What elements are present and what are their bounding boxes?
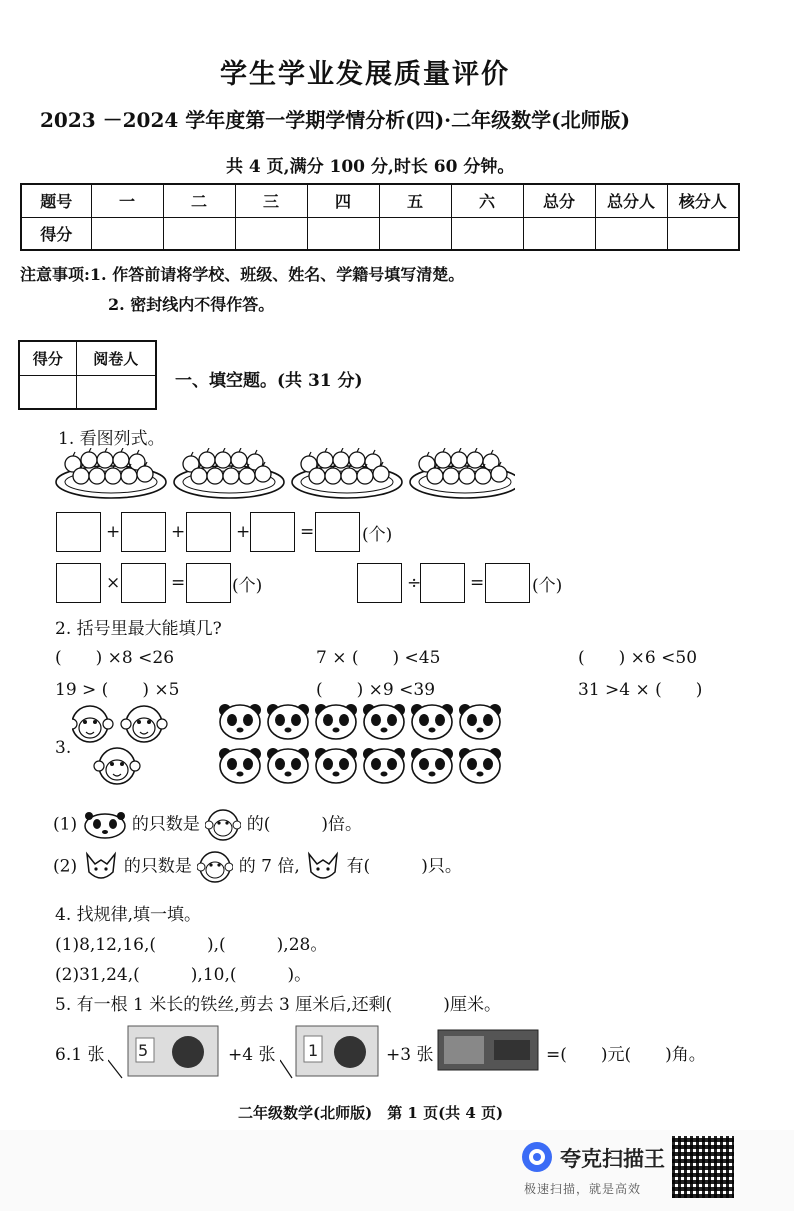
page-title: 学生学业发展质量评价 — [220, 59, 510, 90]
score-row-label: 得分 — [21, 217, 91, 250]
panda-icon — [363, 704, 405, 739]
apple-plate — [292, 448, 402, 498]
q3-label: 3. — [55, 738, 72, 758]
score-cell: 六 — [451, 184, 523, 217]
q3-part2-prefix: (2) — [53, 856, 78, 877]
score-blank[interactable] — [451, 217, 523, 250]
q2-item: 7 × ( ) <45 — [316, 648, 441, 668]
q2-item: ( ) ×8 <26 — [55, 648, 175, 668]
q5-text: 5. 有一根 1 米长的铁丝,剪去 3 厘米后,还剩( )厘米。 — [55, 995, 501, 1015]
q1-label: 1. 看图列式。 — [58, 429, 165, 449]
q2-item: 31 >4 × ( ) — [578, 680, 703, 700]
q4-label: 4. 找规律,填一填。 — [55, 905, 202, 925]
score-cell: 总分 — [523, 184, 595, 217]
notes-label: 注意事项: — [20, 265, 90, 284]
monkey-icon — [94, 748, 140, 784]
q4-part2: (2)31,24,( ),10,( )。 — [55, 965, 312, 985]
score-cell: 五 — [379, 184, 451, 217]
score-table-score-row — [21, 217, 739, 250]
notes-line-1 — [20, 262, 464, 285]
score-blank[interactable] — [235, 217, 307, 250]
note-denomination: 5 — [138, 1041, 149, 1060]
banknote-five-yuan — [108, 1024, 220, 1080]
panda-icon — [459, 704, 501, 739]
answer-box[interactable] — [357, 563, 402, 603]
q4-part1: (1)8,12,16,( ),( ),28。 — [55, 935, 328, 955]
panda-icon — [267, 704, 309, 739]
q6-prefix: 6.1 张 — [55, 1045, 105, 1065]
fox-icon — [305, 850, 341, 884]
apple-plate — [174, 448, 284, 498]
apple-icon — [113, 448, 129, 468]
note-denomination: 1 — [308, 1041, 319, 1060]
panda-icon — [363, 748, 405, 783]
exam-info: 共 4 页,满分 100 分,时长 60 分钟。 — [226, 157, 515, 177]
panda-icon — [267, 748, 309, 783]
page-footer: 二年级数学(北师版) 第 1 页(共 4 页) — [238, 1104, 504, 1122]
answer-box[interactable] — [56, 512, 101, 552]
score-cell: 四 — [307, 184, 379, 217]
equals-sign: = — [171, 573, 186, 593]
q2-label: 2. 括号里最大能填几? — [55, 619, 222, 639]
apple-icon — [81, 448, 97, 468]
apple-icon — [333, 448, 349, 468]
pandas-illustration — [218, 702, 508, 786]
panda-icon — [83, 811, 127, 839]
apple-icon — [97, 448, 113, 468]
grader-name-label: 阅卷人 — [76, 341, 156, 375]
apple-icon — [317, 448, 333, 468]
grader-score-label: 得分 — [19, 341, 76, 375]
score-blank[interactable] — [595, 217, 667, 250]
monkey-icon — [205, 808, 241, 842]
panda-icon — [411, 704, 453, 739]
q3-part1-suffix: 的( )倍。 — [246, 814, 362, 835]
answer-box[interactable] — [186, 563, 231, 603]
section-1-heading: 一、填空题。(共 31 分) — [175, 371, 363, 391]
apple-icon — [349, 448, 365, 468]
q3-part1 — [53, 808, 362, 842]
score-cell: 二 — [163, 184, 235, 217]
apple-plate — [56, 448, 166, 498]
answer-box[interactable] — [121, 512, 166, 552]
answer-box[interactable] — [485, 563, 530, 603]
q6-mid2: +3 张 — [386, 1045, 434, 1065]
score-blank[interactable] — [379, 217, 451, 250]
score-cell: 核分人 — [667, 184, 739, 217]
grader-table — [18, 340, 157, 410]
equals-sign: = — [470, 573, 485, 593]
panda-icon — [315, 748, 357, 783]
q3-part1-prefix: (1) — [53, 814, 78, 835]
apple-icon — [199, 448, 215, 468]
divide-sign: ÷ — [407, 573, 422, 593]
apple-icon — [215, 448, 231, 468]
score-blank[interactable] — [667, 217, 739, 250]
qr-code-icon — [672, 1136, 734, 1198]
apple-plates-illustration — [55, 448, 515, 500]
unit-label: (个) — [532, 576, 563, 596]
answer-box[interactable] — [186, 512, 231, 552]
q3-part2-mid: 的只数是 — [123, 856, 192, 877]
score-table-header-row — [21, 184, 739, 217]
panda-icon — [411, 748, 453, 783]
unit-label: (个) — [232, 576, 263, 596]
grader-score-blank[interactable] — [19, 375, 76, 409]
q2-item: 19 > ( ) ×5 — [55, 680, 180, 700]
q6-mid1: +4 张 — [228, 1045, 276, 1065]
plus-sign: + — [106, 522, 121, 542]
answer-box[interactable] — [56, 563, 101, 603]
score-cell: 总分人 — [595, 184, 667, 217]
apple-plate — [410, 448, 515, 498]
panda-icon — [219, 748, 261, 783]
q3-part2-rel: 的 7 倍, — [238, 856, 300, 877]
score-table — [20, 183, 740, 251]
monkey-icon — [72, 706, 113, 742]
times-sign: × — [106, 573, 121, 593]
q3-part2-suffix: 有( )只。 — [346, 856, 462, 877]
plus-sign: + — [236, 522, 251, 542]
notes-item-1: 1. 作答前请将学校、班级、姓名、学籍号填写清楚。 — [89, 265, 465, 284]
monkey-icon — [197, 850, 233, 884]
score-blank[interactable] — [523, 217, 595, 250]
page-subtitle: 2023 －2024 学年度第一学期学情分析(四)·二年级数学(北师版) — [40, 108, 631, 132]
unit-label: (个) — [362, 525, 393, 545]
grader-name-blank[interactable] — [76, 375, 156, 409]
banknote-jiao — [436, 1026, 542, 1074]
score-cell: 一 — [91, 184, 163, 217]
equals-sign: = — [300, 522, 315, 542]
panda-icon — [315, 704, 357, 739]
scanner-brand: 夸克扫描王 — [560, 1147, 665, 1171]
q3-part2 — [53, 850, 462, 884]
score-blank[interactable] — [307, 217, 379, 250]
fox-icon — [83, 850, 119, 884]
apple-icon — [435, 448, 451, 468]
apple-icon — [467, 448, 483, 468]
q6-suffix: =( )元( )角。 — [546, 1045, 706, 1065]
q2-item: ( ) ×9 <39 — [316, 680, 436, 700]
apple-icon — [231, 448, 247, 468]
quark-logo-icon — [520, 1140, 554, 1174]
panda-icon — [219, 704, 261, 739]
plus-sign: + — [171, 522, 186, 542]
monkeys-illustration — [72, 700, 182, 790]
panda-icon — [459, 748, 501, 783]
q2-item: ( ) ×6 <50 — [578, 648, 698, 668]
banknote-one-yuan — [280, 1024, 380, 1080]
q3-part1-mid: 的只数是 — [131, 814, 200, 835]
score-cell: 题号 — [21, 184, 91, 217]
answer-box[interactable] — [250, 512, 295, 552]
score-cell: 三 — [235, 184, 307, 217]
apple-icon — [451, 448, 467, 468]
answer-box[interactable] — [420, 563, 465, 603]
answer-box[interactable] — [315, 512, 360, 552]
answer-box[interactable] — [121, 563, 166, 603]
score-blank[interactable] — [163, 217, 235, 250]
monkey-icon — [121, 706, 167, 742]
notes-item-2: 2. 密封线内不得作答。 — [108, 295, 275, 314]
score-blank[interactable] — [91, 217, 163, 250]
scanner-slogan: 极速扫描，就是高效 — [524, 1182, 642, 1196]
